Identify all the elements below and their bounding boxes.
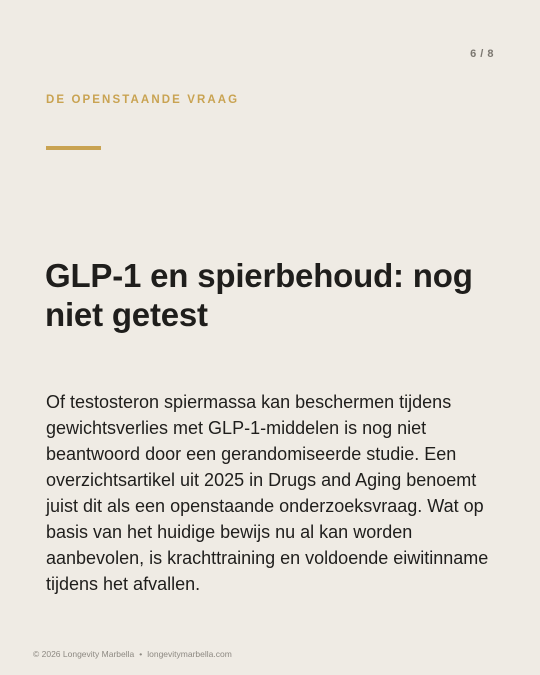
footer-separator: • xyxy=(139,649,143,659)
section-eyebrow: DE OPENSTAANDE VRAAG xyxy=(46,94,240,106)
footer-website: longevitymarbella.com xyxy=(147,649,232,659)
page-title: GLP-1 en spierbehoud: nog niet getest xyxy=(45,257,473,333)
footer-copyright: © 2026 Longevity Marbella xyxy=(33,649,135,659)
accent-divider xyxy=(46,146,101,150)
body-paragraph: Of testosteron spiermassa kan beschermen tijdens gewichtsverlies met GLP-1-middelen is nog niet beantwoord door een gerandomiseerde studie. Een overzichtsartikel uit 2025 in Drugs and Aging benoemt juist dit als een openstaande onderzoeksvraag. Wat op basis van het huidige bewijs nu al kan worden aanbevolen, is krachttraining en voldoende eiwitinname tijdens het afvallen. xyxy=(46,392,489,594)
footer xyxy=(33,649,232,659)
page-indicator: 6 / 8 xyxy=(470,48,494,60)
